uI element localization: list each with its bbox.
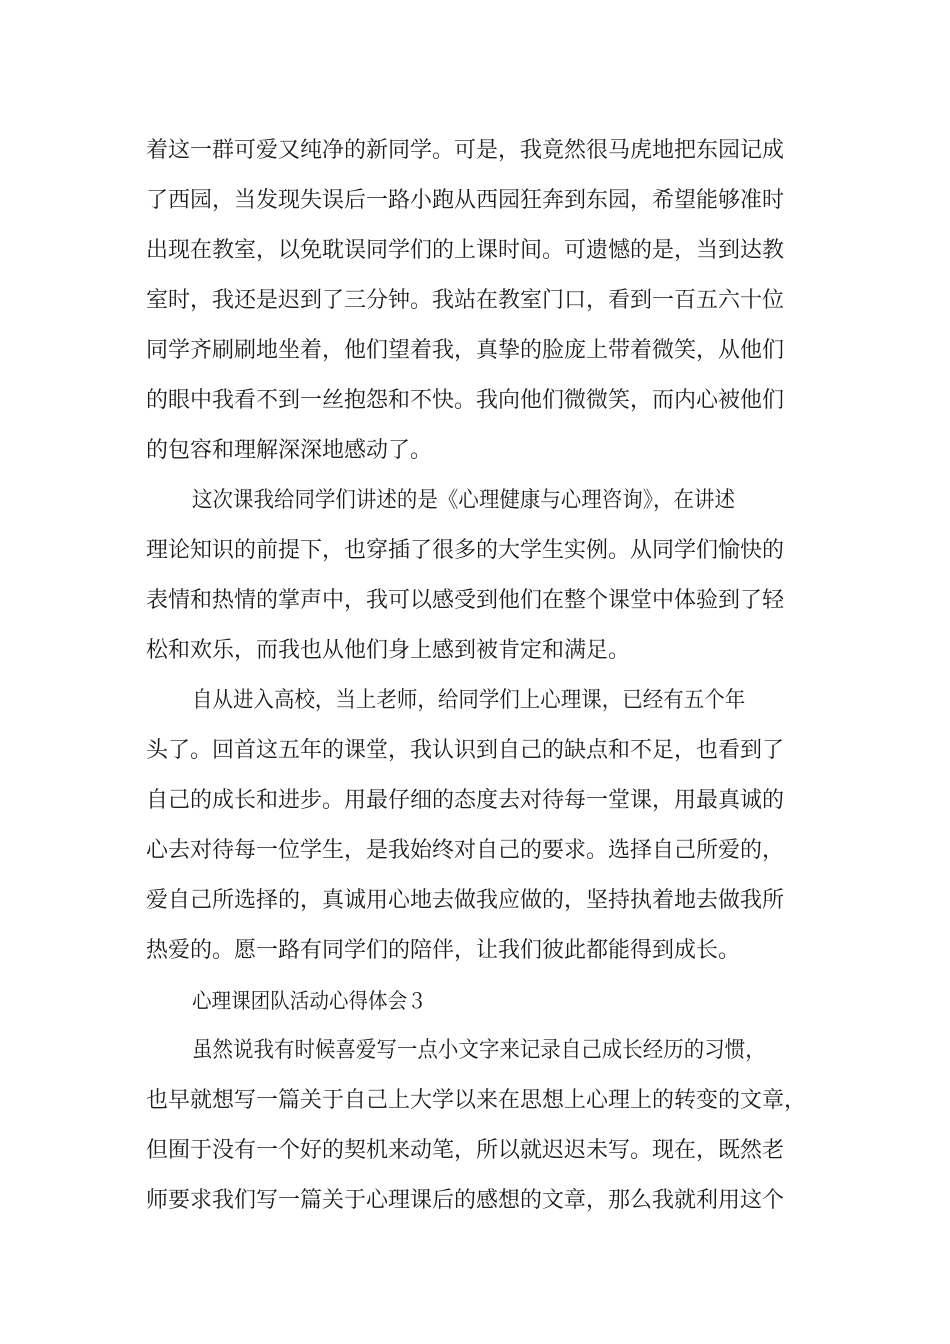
paragraph-line: 师要求我们写一篇关于心理课后的感想的文章，那么我就利用这个: [146, 1188, 785, 1213]
paragraph-line: 松和欢乐，而我也从他们身上感到被肯定和满足。: [146, 638, 631, 663]
paragraph-line: 虽然说我有时候喜爱写一点小文字来记录自己成长经历的习惯，: [192, 1038, 766, 1063]
paragraph-line: 也早就想写一篇关于自己上大学以来在思想上心理上的转变的文章，: [146, 1088, 807, 1113]
section-heading: 心理课团队活动心得体会３: [192, 989, 427, 1013]
paragraph-line: 心去对待每一位学生，是我始终对自己的要求。选择自己所爱的，: [146, 838, 785, 863]
paragraph-line: 爱自己所选择的，真诚用心地去做我应做的，坚持执着地去做我所: [146, 888, 785, 913]
paragraph-line: 自从进入高校，当上老师，给同学们上心理课，已经有五个年: [192, 688, 746, 713]
paragraph-line: 同学齐刷刷地坐着，他们望着我，真挚的脸庞上带着微笑，从他们: [146, 338, 785, 363]
paragraph-line: 理论知识的前提下，也穿插了很多的大学生实例。从同学们愉快的: [146, 538, 785, 563]
paragraph-line: 的眼中我看不到一丝抱怨和不快。我向他们微微笑，而内心被他们: [146, 388, 785, 413]
paragraph-line: 头了。回首这五年的课堂，我认识到自己的缺点和不足，也看到了: [146, 738, 785, 763]
paragraph-line: 室时，我还是迟到了三分钟。我站在教室门口，看到一百五六十位: [146, 288, 785, 313]
paragraph-line: 这次课我给同学们讲述的是《心理健康与心理咨询》，在讲述: [192, 488, 735, 513]
paragraph-line: 着这一群可爱又纯净的新同学。可是，我竟然很马虎地把东园记成: [146, 138, 785, 163]
paragraph-line: 表情和热情的掌声中，我可以感受到他们在整个课堂中体验到了轻: [146, 588, 785, 613]
paragraph-line: 但囿于没有一个好的契机来动笔，所以就迟迟未写。现在，既然老: [146, 1138, 785, 1163]
paragraph-line: 热爱的。愿一路有同学们的陪伴，让我们彼此都能得到成长。: [146, 938, 741, 963]
paragraph-line: 出现在教室，以免耽误同学们的上课时间。可遗憾的是，当到达教: [146, 238, 785, 263]
paragraph-line: 了西园，当发现失误后一路小跑从西园狂奔到东园，希望能够准时: [146, 188, 785, 213]
paragraph-line: 的包容和理解深深地感动了。: [146, 438, 433, 463]
paragraph-line: 自己的成长和进步。用最仔细的态度去对待每一堂课，用最真诚的: [146, 788, 785, 813]
